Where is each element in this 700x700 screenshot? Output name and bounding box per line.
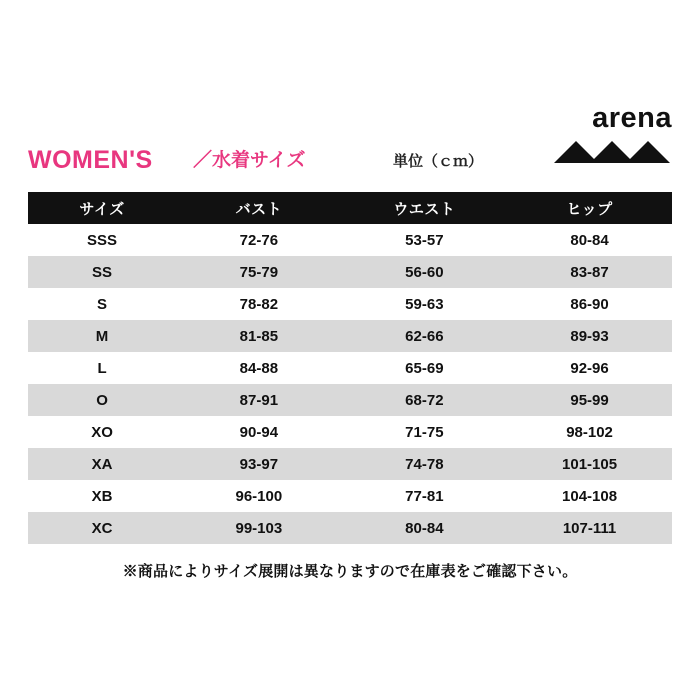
table-row <box>28 512 672 544</box>
cell-size: S <box>28 288 176 320</box>
cell-waist: 68-72 <box>342 384 508 416</box>
column-header-size: サイズ <box>28 192 176 224</box>
cell-size: XA <box>28 448 176 480</box>
page-title-sub: ／水着サイズ <box>193 150 306 171</box>
cell-size: O <box>28 384 176 416</box>
table-header-row <box>28 192 672 224</box>
table-row <box>28 224 672 256</box>
cell-waist: 74-78 <box>342 448 508 480</box>
cell-bust: 87-91 <box>176 384 342 416</box>
page-title <box>28 145 672 177</box>
cell-waist: 80-84 <box>342 512 508 544</box>
cell-waist: 59-63 <box>342 288 508 320</box>
cell-hip: 83-87 <box>507 256 672 288</box>
cell-hip: 86-90 <box>507 288 672 320</box>
footnote: ※商品によりサイズ展開は異なりますので在庫表をご確認下さい。 <box>122 563 578 580</box>
cell-size: XO <box>28 416 176 448</box>
cell-bust: 81-85 <box>176 320 342 352</box>
cell-hip: 101-105 <box>507 448 672 480</box>
table-row <box>28 288 672 320</box>
column-header-hip: ヒップ <box>507 192 672 224</box>
table-row <box>28 256 672 288</box>
cell-size: M <box>28 320 176 352</box>
cell-size: XC <box>28 512 176 544</box>
cell-bust: 90-94 <box>176 416 342 448</box>
cell-hip: 92-96 <box>507 352 672 384</box>
table-row <box>28 480 672 512</box>
cell-waist: 65-69 <box>342 352 508 384</box>
cell-size: SS <box>28 256 176 288</box>
cell-waist: 53-57 <box>342 224 508 256</box>
cell-waist: 62-66 <box>342 320 508 352</box>
cell-size: L <box>28 352 176 384</box>
cell-bust: 84-88 <box>176 352 342 384</box>
table-row <box>28 352 672 384</box>
cell-hip: 107-111 <box>507 512 672 544</box>
cell-hip: 95-99 <box>507 384 672 416</box>
cell-hip: 89-93 <box>507 320 672 352</box>
cell-bust: 75-79 <box>176 256 342 288</box>
cell-hip: 98-102 <box>507 416 672 448</box>
cell-waist: 71-75 <box>342 416 508 448</box>
table-row <box>28 448 672 480</box>
cell-bust: 96-100 <box>176 480 342 512</box>
cell-waist: 77-81 <box>342 480 508 512</box>
column-header-waist: ウエスト <box>342 192 508 224</box>
cell-bust: 72-76 <box>176 224 342 256</box>
cell-bust: 93-97 <box>176 448 342 480</box>
cell-size: XB <box>28 480 176 512</box>
cell-bust: 99-103 <box>176 512 342 544</box>
brand-wordmark: arena <box>592 102 672 134</box>
cell-bust: 78-82 <box>176 288 342 320</box>
unit-label: 単位（ｃｍ） <box>393 153 484 170</box>
cell-waist: 56-60 <box>342 256 508 288</box>
page-title-main: WOMEN'S <box>28 146 153 174</box>
size-table <box>28 192 672 544</box>
cell-size: SSS <box>28 224 176 256</box>
cell-hip: 80-84 <box>507 224 672 256</box>
table-row <box>28 320 672 352</box>
column-header-bust: バスト <box>176 192 342 224</box>
table-row <box>28 384 672 416</box>
cell-hip: 104-108 <box>507 480 672 512</box>
table-row <box>28 416 672 448</box>
